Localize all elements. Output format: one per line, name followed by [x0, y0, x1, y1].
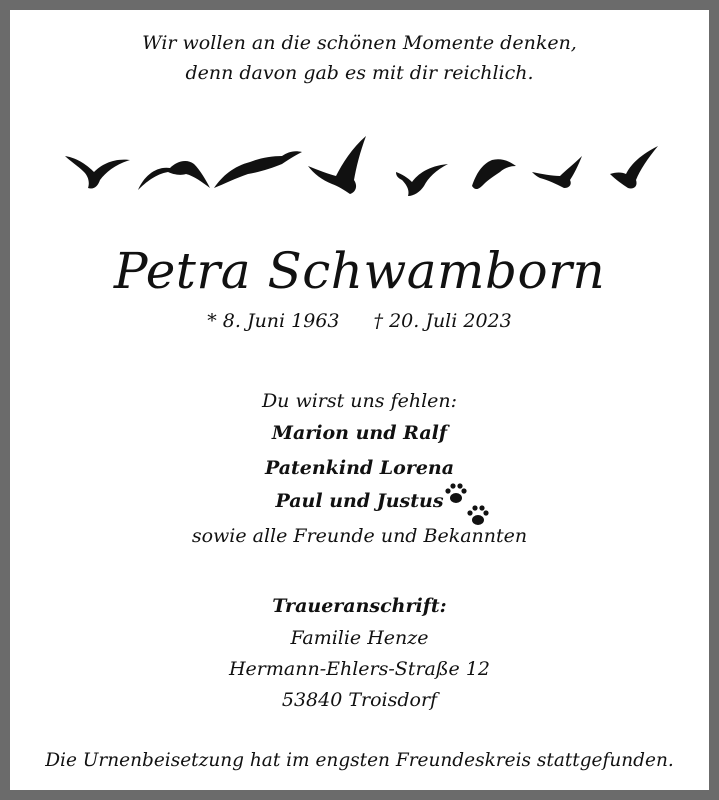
- deceased-name: Petra Schwamborn: [113, 242, 606, 300]
- footer-note: Die Urnenbeisetzung hat im engsten Freundeskreis stattgefunden.: [45, 750, 674, 771]
- motto-line-2: denn davon gab es mit dir reichlich.: [185, 62, 534, 84]
- address-line: Familie Henze: [290, 627, 429, 649]
- address-heading: Traueranschrift:: [272, 595, 447, 617]
- mourner-name: Marion und Ralf: [271, 422, 448, 444]
- mourner-name: Patenkind Lorena: [264, 457, 455, 479]
- birth-date: * 8. Juni 1963: [207, 310, 340, 332]
- death-date: † 20. Juli 2023: [373, 310, 512, 332]
- mourner-name: Paul und Justus: [275, 490, 444, 512]
- mourners-intro: Du wirst uns fehlen:: [261, 390, 458, 412]
- paw-prints-icon: [442, 480, 494, 528]
- address-line: Hermann-Ehlers-Straße 12: [228, 658, 491, 680]
- motto-line-1: Wir wollen an die schönen Momente denken,: [142, 32, 577, 54]
- flying-birds-icon: [10, 128, 709, 200]
- address-line: 53840 Troisdorf: [281, 689, 438, 711]
- life-dates: [10, 310, 709, 332]
- obituary-card: [10, 10, 709, 790]
- mourners-others: sowie alle Freunde und Bekannten: [191, 525, 528, 547]
